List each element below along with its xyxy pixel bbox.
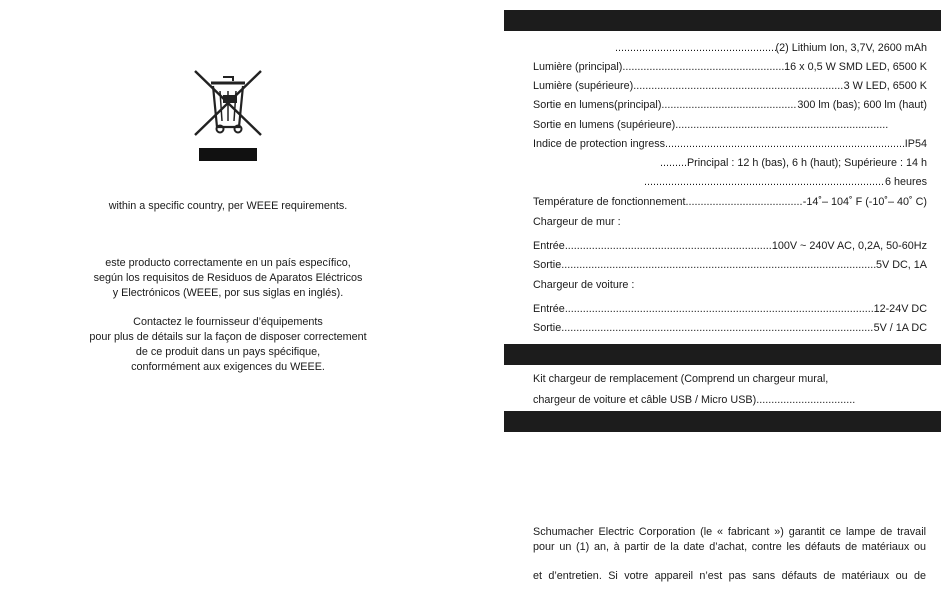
weee-english-note (70, 199, 386, 214)
text-line: Contactez le fournisseur d’équipements (133, 316, 323, 328)
leader-dots (565, 240, 772, 252)
spec-value: 12-24V DC (873, 303, 927, 315)
leader-dots (661, 99, 797, 111)
spec-label: Température de fonctionnement (533, 196, 686, 208)
text-line: y Electrónicos (WEEE, por sus siglas en inglés). (112, 287, 344, 299)
wall-charger-heading: Chargeur de mur : (533, 216, 621, 228)
spec-label: Entrée (533, 303, 565, 315)
warranty-section-header-bar (504, 411, 941, 432)
accessory-row (533, 388, 855, 406)
spec-value: 300 lm (bas); 600 lm (haut) (797, 99, 927, 111)
leader-dots (685, 196, 802, 208)
spec-value: IP54 (904, 138, 927, 150)
weee-spanish-note (70, 256, 386, 301)
spec-label: Indice de protection ingress (533, 138, 666, 150)
text-line: de ce produit dans un pays spécifique, (135, 346, 321, 358)
spec-row-light-top (533, 74, 927, 92)
spec-row-lumens-top (533, 113, 889, 131)
spec-value: 16 x 0,5 W SMD LED, 6500 K (784, 61, 927, 73)
wall-charger-output-row (533, 253, 927, 271)
spec-value: (2) Lithium Ion, 3,7V, 2600 mAh (775, 42, 927, 54)
spec-label: Entrée (533, 240, 565, 252)
car-charger-heading: Chargeur de voiture : (533, 279, 635, 291)
leader-dots (561, 259, 876, 271)
accessories-section-header-bar (504, 344, 941, 365)
spec-label: Sortie en lumens (supérieure) (533, 119, 676, 131)
spec-label: Sortie (533, 259, 562, 271)
spec-label: Sortie en lumens(principal) (533, 99, 662, 111)
text-line: pour un (1) an, à partir de la date d’achat, contre les défauts de matériaux ou (533, 541, 926, 553)
text-line: pour plus de détails sur la façon de disposer correctement (89, 331, 367, 343)
car-charger-output-row (533, 316, 927, 334)
spec-value: -14˚– 104˚ F (-10˚– 40˚ C) (802, 196, 927, 208)
leader-dots (561, 322, 873, 334)
leader-dots (615, 42, 776, 54)
wall-charger-input-row (533, 234, 927, 252)
spec-value: 5V / 1A DC (873, 322, 927, 334)
leader-dots (665, 138, 905, 150)
spec-label: Lumière (supérieure) (533, 80, 634, 92)
spec-row-light-main (533, 55, 927, 73)
text-line: este producto correctamente en un país específico, (105, 257, 351, 269)
spec-row-operating-temp (533, 190, 927, 208)
spec-row-runtime (660, 151, 927, 169)
car-charger-input-row (533, 297, 927, 315)
text-line: within a specific country, per WEEE requirements. (108, 200, 348, 212)
text-line: según los requisitos de Residuos de Aparatos Eléctricos (93, 272, 363, 284)
warranty-paragraph (533, 525, 926, 555)
accessory-line: Kit chargeur de remplacement (Comprend un chargeur mural, (533, 373, 829, 385)
leader-dots (633, 80, 843, 92)
warranty-paragraph-continued (533, 569, 926, 584)
text-line: Schumacher Electric Corporation (le « fabricant ») garantit ce lampe de travail (533, 526, 926, 538)
leader-dots (660, 157, 687, 169)
spec-value: 6 heures (884, 176, 927, 188)
spec-value: 5V DC, 1A (875, 259, 927, 271)
spec-row-ingress (533, 132, 927, 150)
right-page (504, 0, 941, 600)
spec-value: 100V ~ 240V AC, 0,2A, 50-60Hz (771, 240, 927, 252)
weee-crossed-bin-icon (193, 69, 263, 163)
leader-dots (644, 176, 885, 188)
spec-section-header-bar (504, 10, 941, 31)
weee-french-note (70, 315, 386, 375)
spec-value: Principal : 12 h (bas), 6 h (haut); Supérieure : 14 h (686, 157, 927, 169)
leader-dots (565, 303, 874, 315)
spec-label: chargeur de voiture et câble USB / Micro USB) (533, 394, 757, 406)
leader-dots (622, 61, 784, 73)
text-line: et d’entretien. Si votre appareil n’est pas sans défauts de matériaux ou de (533, 570, 926, 582)
spec-row-lumens-main (533, 93, 927, 111)
text-line: conformément aux exigences du WEEE. (131, 361, 325, 373)
spec-label: Sortie (533, 322, 562, 334)
spec-row-charge-time (644, 170, 927, 188)
leader-dots (675, 119, 889, 131)
spec-label: Lumière (principal) (533, 61, 623, 73)
leader-dots (756, 394, 855, 406)
spec-value: 3 W LED, 6500 K (843, 80, 927, 92)
spec-row-battery (615, 36, 927, 54)
